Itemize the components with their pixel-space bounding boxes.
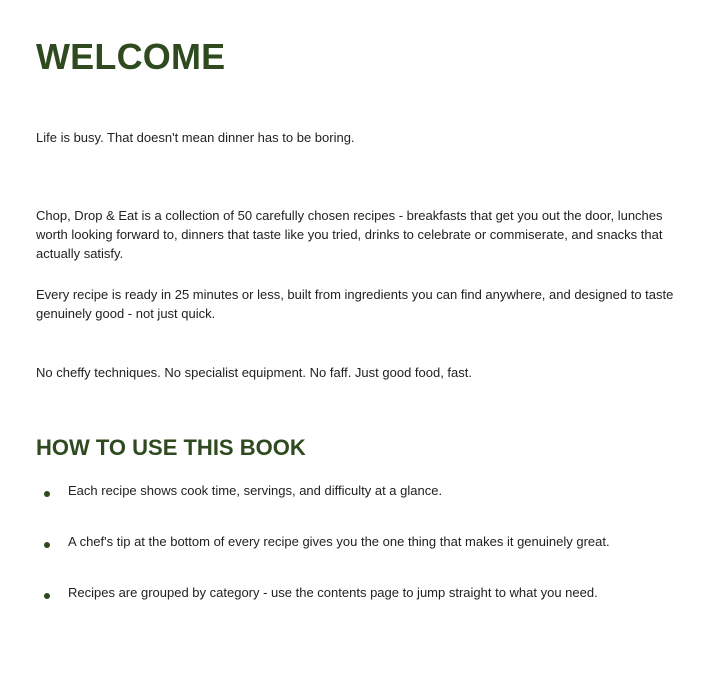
bullet-icon xyxy=(44,491,50,497)
bullet-icon xyxy=(44,593,50,599)
list-item xyxy=(36,481,696,532)
tagline-paragraph: No cheffy techniques. No specialist equipment. No faff. Just good food, fast. xyxy=(36,365,472,380)
bullet-list xyxy=(36,481,696,634)
list-item xyxy=(36,532,696,583)
list-item-text: Recipes are grouped by category - use the contents page to jump straight to what you need. xyxy=(68,585,598,600)
timing-paragraph: Every recipe is ready in 25 minutes or less, built from ingredients you can find anywhere, and designed to taste genuinely good - not just quick. xyxy=(36,287,674,321)
list-item-text: A chef's tip at the bottom of every recipe gives you the one thing that makes it genuinely great. xyxy=(68,534,610,549)
list-item xyxy=(36,583,696,634)
page-title: WELCOME xyxy=(36,36,226,77)
bullet-icon xyxy=(44,542,50,548)
intro-paragraph: Life is busy. That doesn't mean dinner has to be boring. xyxy=(36,130,355,145)
collection-paragraph: Chop, Drop & Eat is a collection of 50 carefully chosen recipes - breakfasts that get you out the door, lunches worth looking forward to, dinners that taste like you tried, drinks to celebrate or commiserate, and snacks that actually satisfy. xyxy=(36,208,663,261)
section-heading: HOW TO USE THIS BOOK xyxy=(36,435,306,460)
list-item-text: Each recipe shows cook time, servings, and difficulty at a glance. xyxy=(68,483,443,498)
